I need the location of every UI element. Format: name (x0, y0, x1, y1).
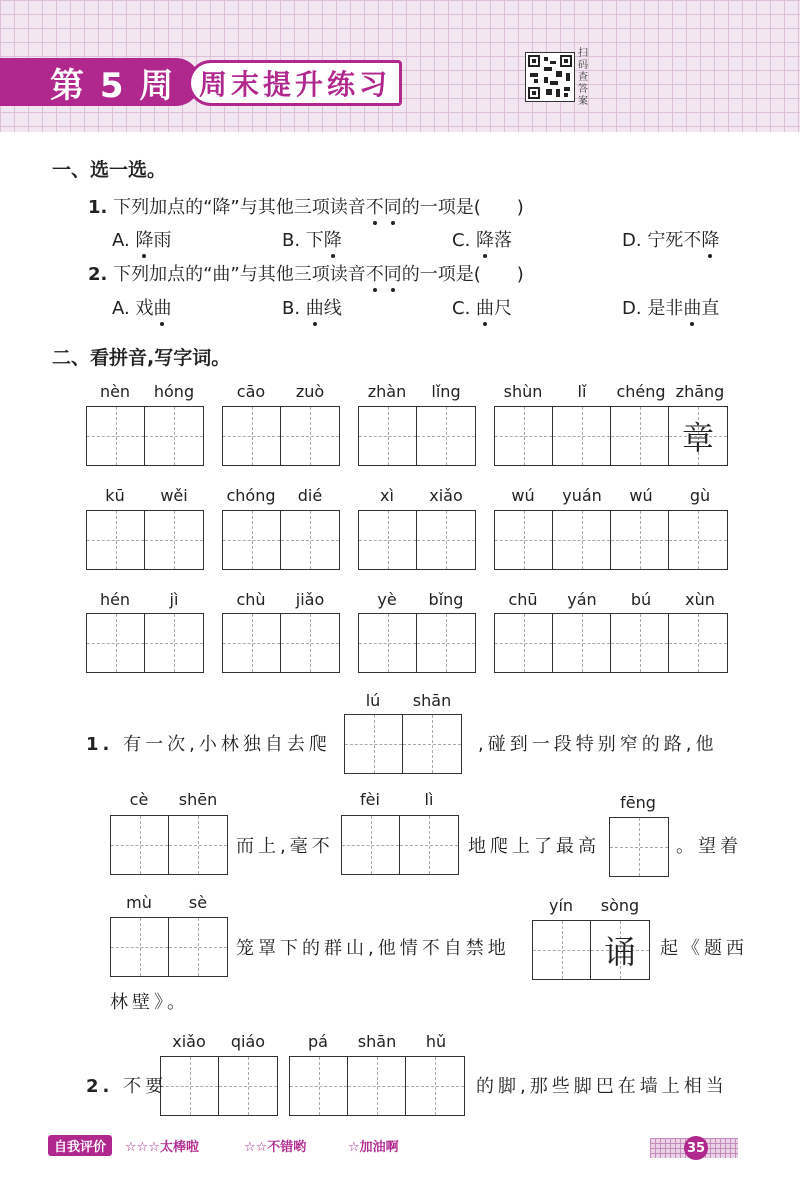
passage1-line1-post: ,碰到一段特别窄的路,他 (478, 734, 718, 755)
char-grid[interactable] (86, 510, 204, 570)
q2-option-a[interactable]: A. 戏曲 (112, 294, 171, 320)
pinyin: zhàn (367, 382, 407, 401)
q2-option-c[interactable]: C. 曲尺 (452, 294, 512, 320)
eval-option-great[interactable]: ☆☆☆太棒啦 (125, 1140, 199, 1155)
q1-option-c[interactable]: C. 降落 (452, 226, 512, 252)
pinyin: chóng (226, 486, 276, 505)
q2-pre: 下列加点的“曲”与其他三项读音 (107, 264, 366, 285)
char-grid[interactable] (289, 1056, 465, 1116)
q2-text (88, 260, 524, 286)
q1-post: 的一项是( ) (401, 197, 524, 218)
pinyin: chù (236, 590, 266, 609)
pinyin: shān (357, 1032, 397, 1051)
char-grid[interactable] (222, 510, 340, 570)
pinyin: lú (365, 691, 381, 710)
char-grid[interactable] (86, 613, 204, 673)
pinyin: bǐng (428, 590, 464, 609)
pinyin: sòng (600, 896, 640, 915)
pinyin: hén (99, 590, 131, 609)
pinyin: cāo (236, 382, 266, 401)
q2-dot-2: 同 (384, 260, 402, 286)
pinyin: lǐ (577, 382, 587, 401)
pinyin: zuò (295, 382, 325, 401)
char-grid[interactable] (358, 510, 476, 570)
pinyin: xùn (685, 590, 715, 609)
section1-heading: 一、选一选。 (52, 159, 167, 181)
passage2-post: 的脚,那些脚巴在墙上相当 (476, 1076, 728, 1097)
char-grid[interactable] (160, 1056, 278, 1116)
passage1-line2-mid: 而上,毫不 (236, 836, 334, 857)
passage1-line2-mid2: 地爬上了最高 (468, 836, 600, 857)
char-grid[interactable] (222, 613, 340, 673)
pinyin: jiǎo (295, 590, 325, 609)
q1-option-a[interactable]: A. 降雨 (112, 226, 171, 252)
char-grid[interactable] (110, 917, 228, 977)
pinyin: wú (629, 486, 653, 505)
pinyin: xì (380, 486, 394, 505)
pinyin: chū (508, 590, 538, 609)
pinyin: hǔ (425, 1032, 447, 1051)
pinyin: xiǎo (172, 1032, 206, 1051)
week-badge: 第 5 周 (0, 58, 200, 106)
q2-option-b[interactable]: B. 曲线 (282, 294, 342, 320)
pinyin: yán (567, 590, 597, 609)
pinyin: fēng (620, 793, 656, 812)
q2-post: 的一项是( ) (401, 264, 524, 285)
q1-dot-2: 同 (384, 193, 402, 219)
pinyin: qiáo (230, 1032, 266, 1051)
q2-num: 2. (88, 264, 108, 285)
eval-option-keep-going[interactable]: ☆加油啊 (348, 1140, 399, 1155)
pinyin: lǐng (431, 382, 461, 401)
passage1-line3-mid: 笼罩下的群山,他情不自禁地 (236, 938, 510, 959)
pinyin: wú (511, 486, 535, 505)
char-grid[interactable] (341, 815, 459, 875)
pinyin: yuán (562, 486, 602, 505)
page-number: 35 (684, 1136, 708, 1160)
char-grid[interactable] (110, 815, 228, 875)
pinyin: wěi (160, 486, 188, 505)
pinyin: pá (308, 1032, 328, 1051)
pinyin: shēn (178, 790, 218, 809)
filled-char: 章 (681, 419, 714, 457)
pinyin: nèn (99, 382, 131, 401)
pinyin: mù (126, 893, 152, 912)
pinyin: yín (548, 896, 574, 915)
qr-code-icon[interactable] (525, 52, 575, 102)
pinyin: zhāng (675, 382, 725, 401)
char-grid[interactable] (358, 406, 476, 466)
passage1-line4: 林壁》。 (110, 992, 189, 1013)
pinyin: xiǎo (429, 486, 463, 505)
pinyin: shān (412, 691, 452, 710)
eval-option-good[interactable]: ☆☆不错哟 (244, 1140, 307, 1155)
passage2-pre: 2. 不要 (86, 1076, 168, 1097)
char-grid[interactable] (494, 510, 728, 570)
char-grid[interactable] (358, 613, 476, 673)
pinyin: sè (188, 893, 208, 912)
pinyin: lì (424, 790, 434, 809)
char-grid[interactable] (532, 920, 650, 980)
passage1-line2-end: 。望着 (676, 836, 742, 857)
q1-option-d[interactable]: D. 宁死不降 (622, 226, 719, 252)
pinyin: bú (630, 590, 652, 609)
q1-text (88, 193, 524, 219)
pinyin: jì (169, 590, 179, 609)
pinyin: chéng (616, 382, 666, 401)
char-grid[interactable] (494, 406, 728, 466)
pinyin: hóng (153, 382, 195, 401)
passage1-line3-end: 起《题西 (660, 938, 748, 959)
pinyin: kū (105, 486, 125, 505)
q1-dot-1: 不 (366, 193, 384, 219)
q2-option-d[interactable]: D. 是非曲直 (622, 294, 719, 320)
qr-label: 扫码查答案 (578, 48, 588, 107)
q1-num: 1. (88, 197, 108, 218)
pinyin: cè (129, 790, 149, 809)
pinyin: yè (377, 590, 397, 609)
page-title: 周末提升练习 (188, 60, 402, 106)
pinyin: gù (689, 486, 711, 505)
pinyin: dié (297, 486, 323, 505)
self-eval-label: 自我评价 (48, 1135, 112, 1156)
char-grid[interactable] (222, 406, 340, 466)
filled-char: 诵 (603, 933, 636, 971)
char-grid[interactable] (609, 817, 669, 877)
pinyin: fèi (360, 790, 380, 809)
section2-heading: 二、看拼音,写字词。 (52, 347, 231, 369)
q1-pre: 下列加点的“降”与其他三项读音 (107, 197, 366, 218)
passage1-line1-pre: 1. 有一次,小林独自去爬 (86, 734, 331, 755)
q2-dot-1: 不 (366, 260, 384, 286)
q1-option-b[interactable]: B. 下降 (282, 226, 342, 252)
char-grid[interactable] (86, 406, 204, 466)
char-grid[interactable] (344, 714, 462, 774)
char-grid[interactable] (494, 613, 728, 673)
pinyin: shùn (503, 382, 543, 401)
